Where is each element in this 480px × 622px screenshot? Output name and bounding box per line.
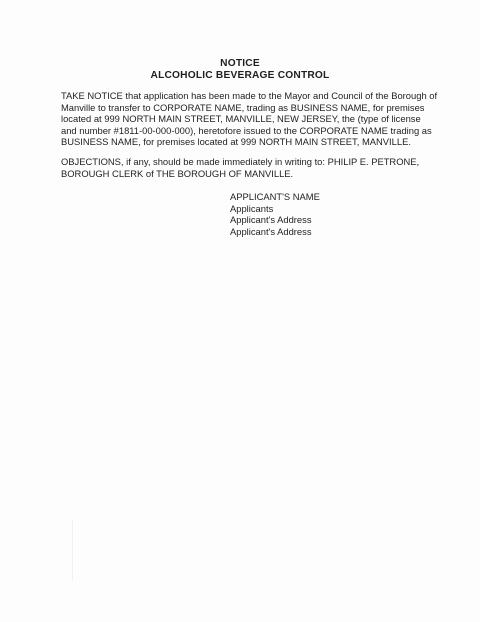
paragraph-line: BOROUGH CLERK of THE BOROUGH OF MANVILLE. [61,167,294,179]
scan-artifact [72,520,73,580]
objections-paragraph [61,156,437,179]
applicant-label: Applicants [230,202,274,214]
notice-subtitle: ALCOHOLIC BEVERAGE CONTROL [150,70,330,81]
applicant-address: Applicant's Address [230,225,312,237]
paragraph-line: and number #1811-00-000-000), heretofore issued to the CORPORATE NAME trading as [61,124,432,136]
paragraph-line: located at 999 NORTH MAIN STREET, MANVILLE, NEW JERSEY, the (type of license [61,113,421,125]
paragraph-line: OBJECTIONS, if any, should be made immediately in writing to: PHILIP E. PETRONE, [61,156,420,167]
paragraph-line: TAKE NOTICE that application has been made to the Mayor and Council of the Borough of [61,90,438,101]
applicant-name: APPLICANT'S NAME [230,191,320,202]
applicant-block [230,191,320,237]
applicant-address: Applicant's Address [230,214,312,226]
notice-paragraph [61,90,437,148]
paragraph-line: BUSINESS NAME, for premises located at 999 NORTH MAIN STREET, MANVILLE. [61,136,411,148]
paragraph-line: Manville to transfer to CORPORATE NAME, trading as BUSINESS NAME, for premises [61,101,425,113]
notice-title: NOTICE [220,58,260,69]
